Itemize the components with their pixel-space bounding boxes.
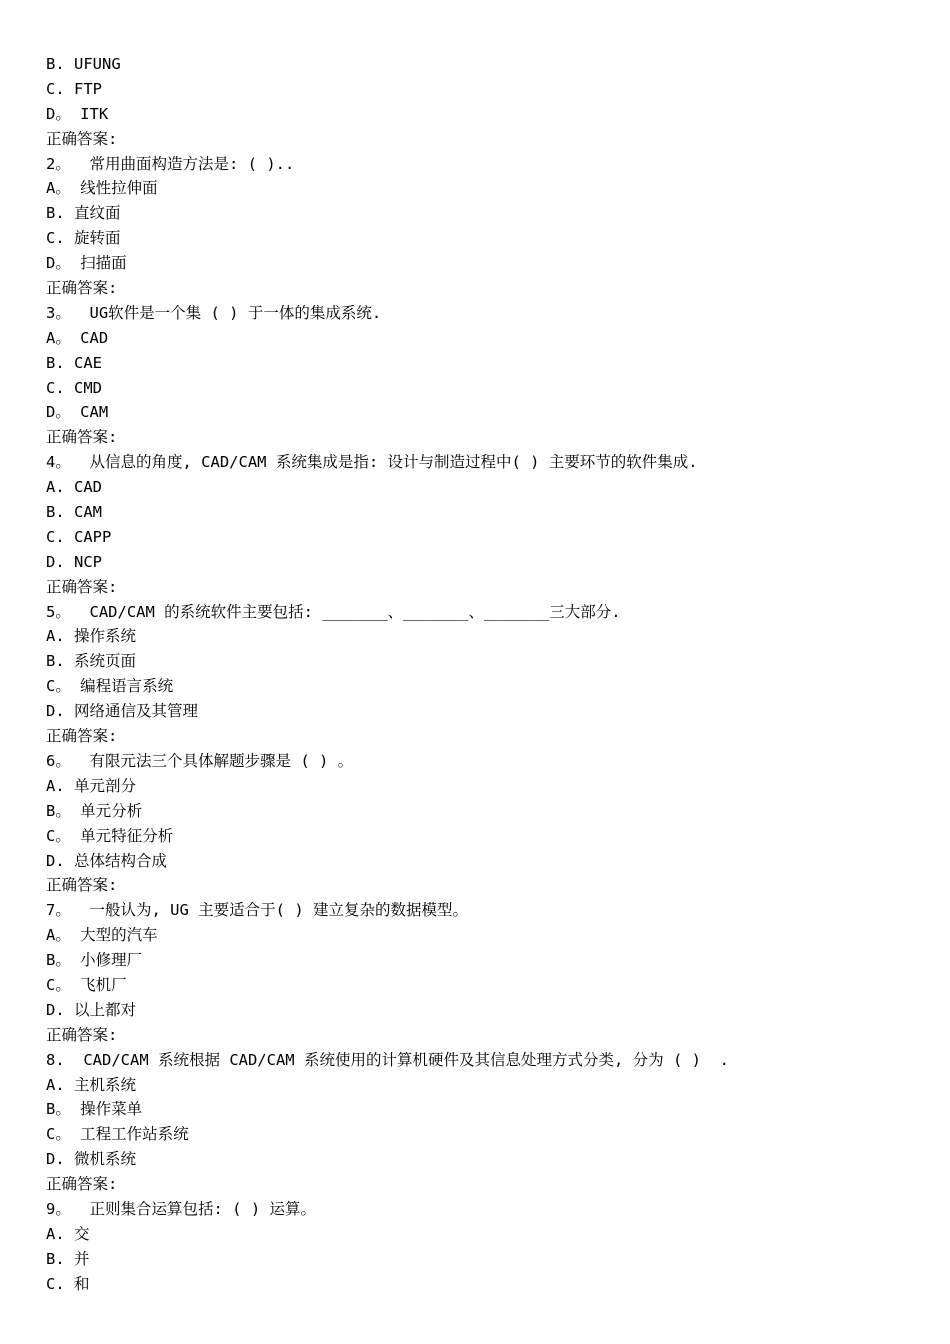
option-line: D. 微机系统 [46, 1150, 136, 1169]
option-line: D。 ITK [46, 104, 109, 123]
option-line: B. CAM [46, 503, 102, 522]
option-line: C。 编程语言系统 [46, 677, 174, 696]
question-line: 7。 一般认为, UG 主要适合于( ) 建立复杂的数据模型。 [46, 901, 468, 920]
option-line: C. 和 [46, 1274, 90, 1293]
option-line: B. 系统页面 [46, 652, 136, 671]
option-line: A. 交 [46, 1224, 90, 1243]
question-line: 3。 UG软件是一个集 ( ) 于一体的集成系统. [46, 303, 382, 322]
answer-line: 正确答案: [46, 1025, 118, 1044]
option-line: C。 飞机厂 [46, 975, 127, 994]
answer-line: 正确答案: [46, 428, 118, 447]
option-line: D. NCP [46, 552, 102, 571]
question-line: 8. CAD/CAM 系统根据 CAD/CAM 系统使用的计算机硬件及其信息处理方式分类, 分为 ( ) . [46, 1050, 729, 1069]
option-line: D。 扫描面 [46, 254, 127, 273]
option-line: A。 线性拉伸面 [46, 179, 158, 198]
question-line: 9。 正则集合运算包括: ( ) 运算。 [46, 1199, 316, 1218]
answer-line: 正确答案: [46, 876, 118, 895]
option-line: A。 大型的汽车 [46, 926, 158, 945]
answer-line: 正确答案: [46, 1175, 118, 1194]
option-line: B. 并 [46, 1249, 90, 1268]
answer-line: 正确答案: [46, 577, 118, 596]
question-line: 6。 有限元法三个具体解题步骤是 ( ) 。 [46, 751, 354, 770]
option-line: C。 单元特征分析 [46, 826, 174, 845]
option-line: D. 总体结构合成 [46, 851, 167, 870]
question-line: 2。 常用曲面构造方法是: ( ).. [46, 154, 295, 173]
option-line: D。 CAM [46, 403, 109, 422]
question-line: 4。 从信息的角度, CAD/CAM 系统集成是指: 设计与制造过程中( ) 主要环节的软件集成. [46, 453, 698, 472]
option-line: B. UFUNG [46, 55, 121, 73]
option-line: A. 主机系统 [46, 1075, 136, 1094]
option-line: A. CAD [46, 478, 102, 497]
option-line: C. CAPP [46, 527, 112, 546]
option-line: C。 工程工作站系统 [46, 1125, 189, 1144]
answer-line: 正确答案: [46, 279, 118, 298]
document-page [46, 52, 926, 1297]
option-line: A. 单元剖分 [46, 776, 136, 795]
option-line: C. CMD [46, 378, 102, 397]
option-line: D. 以上都对 [46, 1000, 136, 1019]
option-line: B. CAE [46, 353, 102, 372]
question-line: 5。 CAD/CAM 的系统软件主要包括: _______、_______、_______三大部分. [46, 602, 621, 621]
option-line: C. 旋转面 [46, 229, 121, 248]
option-line: B。 单元分析 [46, 801, 143, 820]
answer-line: 正确答案: [46, 727, 118, 746]
option-line: B。 操作菜单 [46, 1100, 143, 1119]
option-line: B。 小修理厂 [46, 951, 143, 970]
option-line: D. 网络通信及其管理 [46, 702, 198, 721]
option-line: A。 CAD [46, 328, 109, 347]
option-line: C. FTP [46, 79, 102, 98]
option-line: B. 直纹面 [46, 204, 121, 223]
answer-line: 正确答案: [46, 129, 118, 148]
option-line: A. 操作系统 [46, 627, 136, 646]
